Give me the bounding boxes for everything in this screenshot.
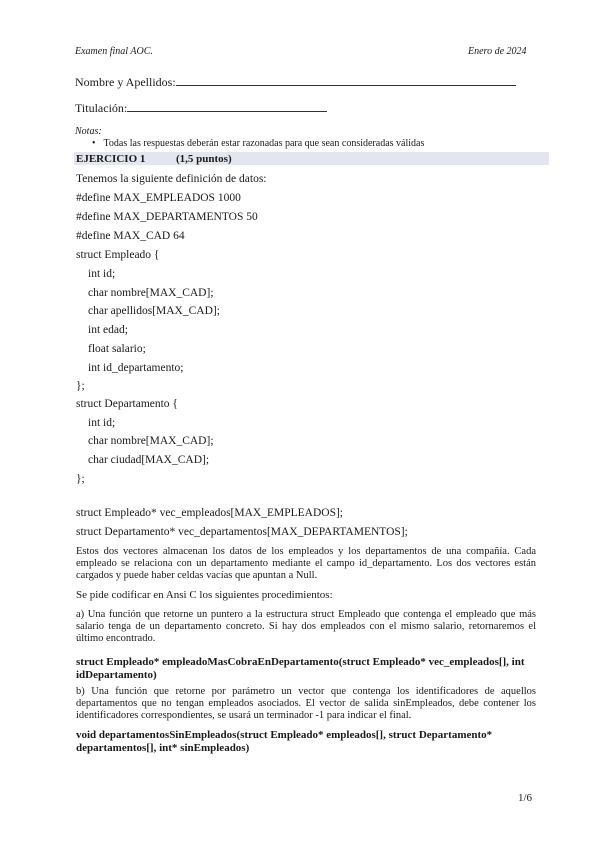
intro-text: Tenemos la siguiente definición de datos: [76, 173, 267, 185]
code-line: #define MAX_CAD 64 [76, 230, 185, 242]
header-date: Enero de 2024 [468, 46, 527, 57]
code-line: char nombre[MAX_CAD]; [88, 435, 214, 447]
degree-line [127, 101, 327, 112]
signature-b: void departamentosSinEmpleados(struct Empleado* empleados[], struct Departamento* departamentos[], int* sinEmpleados) [76, 729, 493, 754]
notes-label: Notas: [75, 126, 102, 137]
code-line: }; [76, 473, 85, 485]
code-line: struct Departamento { [76, 398, 178, 410]
code-line: int id_departamento; [88, 362, 184, 374]
code-line: int id; [88, 417, 116, 429]
code-line: char nombre[MAX_CAD]; [88, 287, 214, 299]
vector-line: struct Departamento* vec_departamentos[MAX_DEPARTAMENTOS]; [76, 526, 408, 538]
name-line [176, 75, 516, 86]
code-line: float salario; [88, 343, 146, 355]
note-item [92, 138, 424, 149]
paragraph-description: Estos dos vectores almacenan los datos de los empleados y los departamentos de una compañía. Cada empleado se relaciona con un departamento mediante el campo id_departamento. Los dos vectores están cargados y puede haber celdas vacías que apuntan a Null. [76, 546, 536, 581]
exercise-title: EJERCICIO 1 [76, 153, 146, 165]
bullet-icon: • [92, 138, 96, 149]
signature-a: struct Empleado* empleadoMasCobraEnDepartamento(struct Empleado* vec_empleados[], int idDepartamento) [76, 656, 525, 681]
code-line: char ciudad[MAX_CAD]; [88, 454, 210, 466]
code-line: int edad; [88, 324, 128, 336]
degree-label: Titulación: [75, 101, 128, 115]
code-line: }; [76, 380, 85, 392]
exercise-points: (1,5 puntos) [176, 153, 232, 165]
code-line: struct Empleado { [76, 249, 160, 261]
code-line: int id; [88, 268, 116, 280]
code-line: #define MAX_DEPARTAMENTOS 50 [76, 211, 258, 223]
vector-line: struct Empleado* vec_empleados[MAX_EMPLEADOS]; [76, 507, 344, 519]
code-line: char apellidos[MAX_CAD]; [88, 305, 220, 317]
name-field [75, 75, 516, 90]
item-b-text: b) Una función que retorne por parámetro un vector que contenga los identificadores de aquellos departamentos que no tengan empleados asociados. El vector de salida sinEmpleados, debe contener los identificadores correspondientes, se usará un terminador -1 para indicar el final. [76, 686, 536, 721]
note-text: Todas las respuestas deberán estar razonadas para que sean consideradas válidas [103, 138, 425, 149]
header-exam-title: Examen final AOC. [75, 46, 153, 57]
degree-field [75, 101, 327, 116]
name-label: Nombre y Apellidos: [75, 75, 176, 89]
ask-text: Se pide codificar en Ansi C los siguientes procedimientos: [76, 589, 333, 601]
item-a-text: a) Una función que retorne un puntero a la estructura struct Empleado que contenga el empleado que más salario tenga de un departamento concreto. Si hay dos empleados con el mismo salario, retornaremos el último encontrado. [76, 609, 536, 644]
code-line: #define MAX_EMPLEADOS 1000 [76, 192, 241, 204]
page-number: 1/6 [518, 792, 533, 804]
